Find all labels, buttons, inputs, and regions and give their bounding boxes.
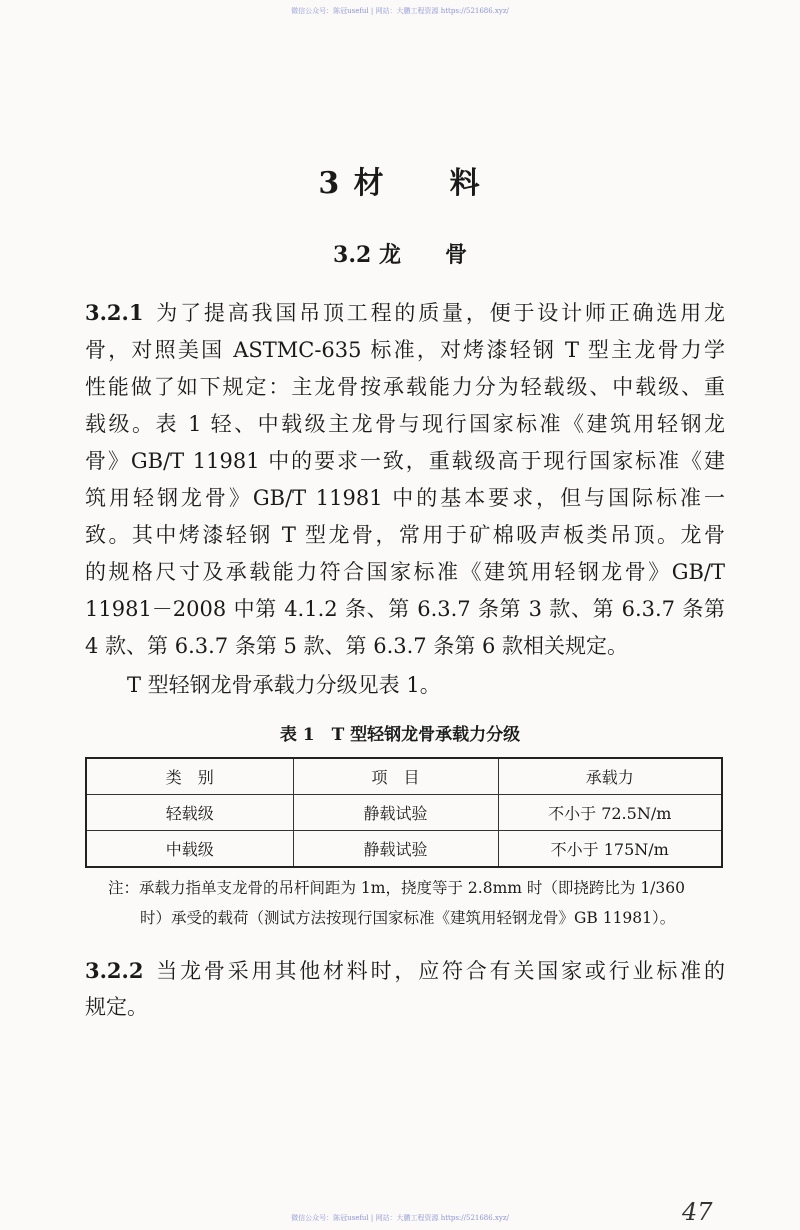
clause-line: 致。其中烤漆轻钢 T 型龙骨，常用于矿棉吸声板类吊顶。龙骨 <box>85 523 725 547</box>
watermark-bottom: 微信公众号：陈冠useful | 网站：大鹏工程资源 https://521686.xyz/ <box>291 1214 509 1222</box>
clause-line: 规定。 <box>85 995 148 1019</box>
clause-number: 3.2.1 <box>85 300 144 325</box>
section-title: 3.2 龙 骨 <box>333 242 467 268</box>
clause-line: 载级。表 1 轻、中载级主龙骨与现行国家标准《建筑用轻钢龙 <box>85 412 725 436</box>
table-row <box>86 795 722 831</box>
header-cell: 承载力 <box>498 758 722 795</box>
table-cell: 静载试验 <box>293 831 498 868</box>
clause-line: 3.2.1 为了提高我国吊顶工程的质量，便于设计师正确选用龙 <box>85 300 725 325</box>
clause-number: 3.2.2 <box>85 958 144 983</box>
header-cell: 类 别 <box>86 758 293 795</box>
table-row <box>86 831 722 868</box>
table-cell: 轻载级 <box>86 795 293 831</box>
clause-line: 筑用轻钢龙骨》GB/T 11981 中的基本要求，但与国际标准一 <box>85 486 725 510</box>
clause-line: 的规格尺寸及承载能力符合国家标准《建筑用轻钢龙骨》GB/T <box>85 560 725 584</box>
table-note: 注：承载力指单支龙骨的吊杆间距为 1m，挠度等于 2.8mm 时（即挠跨比为 1/360 <box>108 879 685 897</box>
clause-line: 3.2.2 当龙骨采用其他材料时，应符合有关国家或行业标准的 <box>85 958 725 983</box>
table-cell: 静载试验 <box>293 795 498 831</box>
header-cell: 项 目 <box>293 758 498 795</box>
table-cell: 不小于 175N/m <box>498 831 722 868</box>
load-capacity-table <box>85 757 723 868</box>
table-header-row <box>86 758 722 795</box>
clause-line: 骨》GB/T 11981 中的要求一致，重载级高于现行国家标准《建 <box>85 449 725 473</box>
watermark-top: 微信公众号：陈冠useful | 网站：大鹏工程资源 https://521686.xyz/ <box>291 7 509 15</box>
page-number: 47 <box>682 1198 713 1226</box>
table-cell: 中载级 <box>86 831 293 868</box>
table-cell: 不小于 72.5N/m <box>498 795 722 831</box>
chapter-title: 3 材 料 <box>318 166 482 201</box>
clause-followup: T 型轻钢龙骨承载力分级见表 1。 <box>127 673 441 697</box>
clause-line: 性能做了如下规定：主龙骨按承载能力分为轻载级、中载级、重 <box>85 375 725 399</box>
clause-line: 11981－2008 中第 4.1.2 条、第 6.3.7 条第 3 款、第 6.3.7 条第 <box>85 597 725 621</box>
clause-line: 骨，对照美国 ASTMC-635 标准，对烤漆轻钢 T 型主龙骨力学 <box>85 338 725 362</box>
table-caption: 表 1 T 型轻钢龙骨承载力分级 <box>279 725 521 745</box>
clause-line: 4 款、第 6.3.7 条第 5 款、第 6.3.7 条第 6 款相关规定。 <box>85 634 629 658</box>
table-note: 时）承受的载荷（测试方法按现行国家标准《建筑用轻钢龙骨》GB 11981）。 <box>140 909 676 927</box>
